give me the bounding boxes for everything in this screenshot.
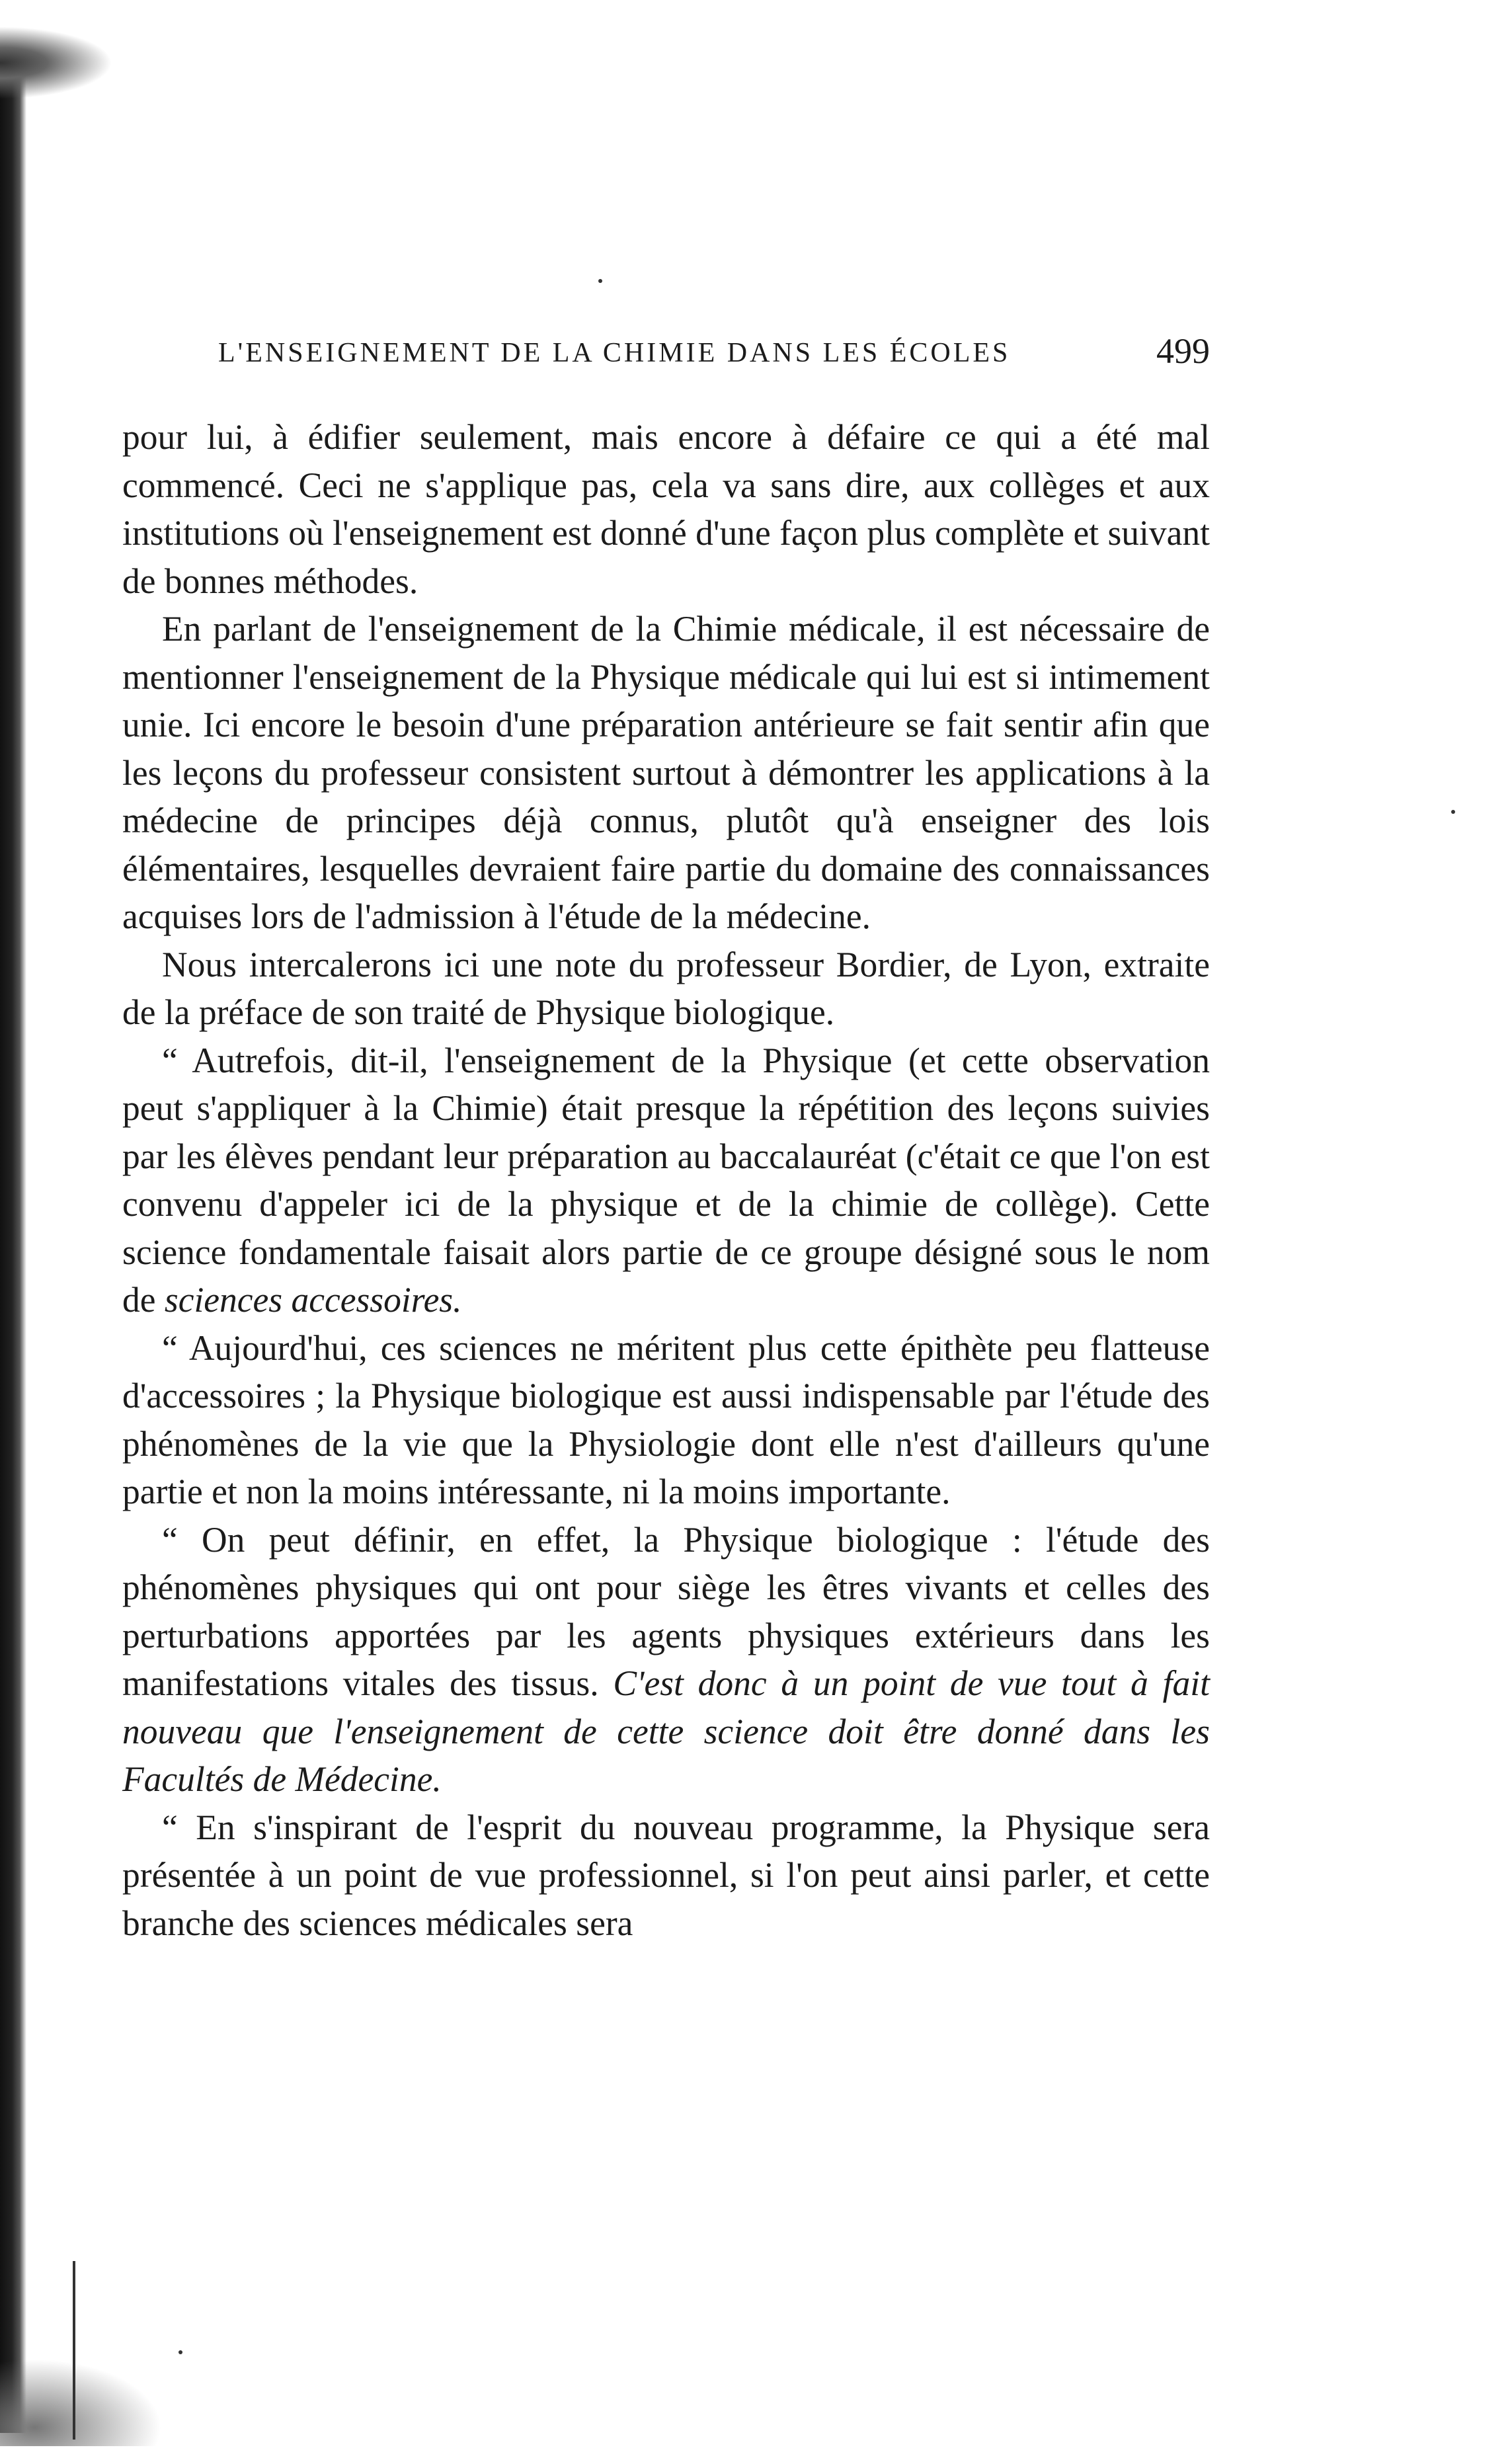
italic-emphasis: sciences accessoires.: [164, 1280, 462, 1320]
italic-emphasis: C'est donc à un point de vue tout à fait nouveau que l'enseignement de cette science doit être donné dans les Facultés de Médecine.: [122, 1663, 1211, 1799]
quote-paragraph: “ Aujourd'hui, ces sciences ne méritent plus cette épithète peu flatteuse d'accessoires ; la Physique biologique est aussi indispensable par l'étude des phénomènes de la vie que la Physiologie dont elle n'est d'ailleurs qu'une partie et non la moins intéressante, ni la moins importante.: [122, 1328, 1210, 1511]
page-edge-line: [73, 2261, 75, 2440]
paragraph-text: “ Autrefois, dit-il, l'enseignement de la Physique (et cette observation peut s'appliquer à la Chimie) était presque la répétition des leçons suivies par les élèves pendant leur préparation au baccalauréat (c'était ce que l'on est convenu d'appeler ici de la physique et de la chimie de collège). Cette science fondamentale faisait alors partie de ce groupe désigné sous le nom de: [122, 1040, 1210, 1320]
scan-speck: [179, 2350, 182, 2354]
quote-paragraph: [122, 1037, 1210, 1324]
paragraph: Nous intercalerons ici une note du professeur Bordier, de Lyon, extraite de la préface de son traité de Physique biologique.: [122, 944, 1210, 1032]
scan-smudge-bottom: [0, 2354, 172, 2446]
page-header: [218, 331, 1210, 383]
page-number: 499: [1156, 331, 1210, 371]
book-spine-shadow: [0, 53, 26, 2433]
scan-speck: [1451, 810, 1455, 814]
running-head: L'ENSEIGNEMENT DE LA CHIMIE DANS LES ÉCOLES: [218, 338, 1011, 368]
scan-speck: [598, 279, 602, 283]
body-text: [122, 413, 1210, 1947]
paragraph: pour lui, à édifier seulement, mais encore à défaire ce qui a été mal commencé. Ceci ne s'applique pas, cela va sans dire, aux collèges et aux institutions où l'enseignement est donné d'une façon plus complète et suivant de bonnes méthodes.: [122, 417, 1210, 601]
quote-paragraph: [122, 1516, 1210, 1804]
scan-smudge-top: [0, 26, 112, 99]
paragraph: En parlant de l'enseignement de la Chimie médicale, il est nécessaire de mentionner l'enseignement de la Physique médicale qui lui est si intimement unie. Ici encore le besoin d'une préparation antérieure se fait sentir afin que les leçons du professeur consistent surtout à démontrer les applications à la médecine de principes déjà connus, plutôt qu'à enseigner des lois élémentaires, lesquelles devraient faire partie du domaine des connaissances acquises lors de l'admission à l'étude de la médecine.: [122, 609, 1210, 936]
paragraph-text: “ On peut définir, en effet, la Physique biologique : l'étude des phénomènes physiques qui ont pour siège les êtres vivants et celles des perturbations apportées par les agents physiques extérieurs dans les manifestations vitales des tissus.: [122, 1519, 1210, 1703]
quote-paragraph: “ En s'inspirant de l'esprit du nouveau programme, la Physique sera présentée à un point de vue professionnel, si l'on peut ainsi parler, et cette branche des sciences médicales sera: [122, 1807, 1210, 1943]
